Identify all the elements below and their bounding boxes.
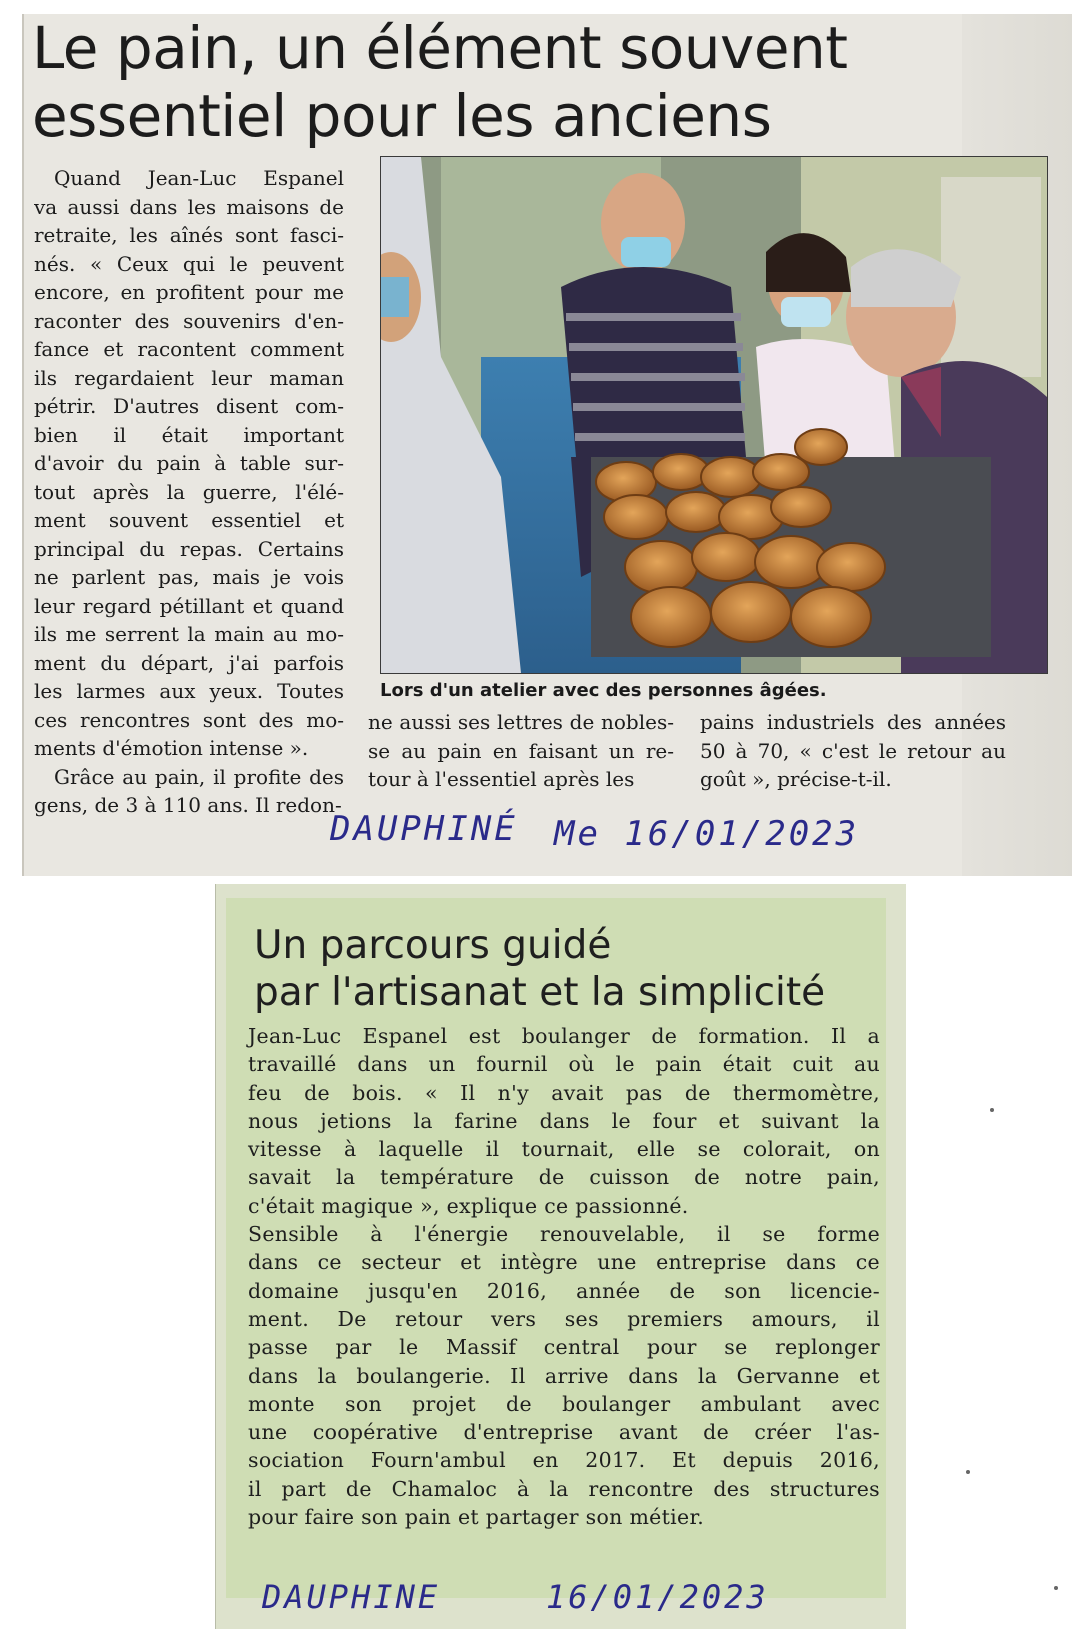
text-line: Sensible à l'énergie renouvelable, il se forme xyxy=(248,1222,880,1247)
text-line: gens, de 3 à 110 ans. Il redon- xyxy=(34,793,342,817)
text-line: retraite, les aînés sont fasci- xyxy=(34,223,344,247)
text-line: dans la boulangerie. Il arrive dans la Gervanne et xyxy=(248,1363,880,1388)
text-line: principal du repas. Certains xyxy=(34,536,344,561)
photo-illustration xyxy=(381,157,1047,673)
text-line: pétrir. D'autres disent com- xyxy=(34,394,344,418)
text-line: dans ce secteur et intègre une entreprise dans ce xyxy=(248,1250,880,1275)
text-line: goût », précise-t-il. xyxy=(700,767,892,791)
article-clipping-1 xyxy=(22,14,1072,876)
text-line: raconter des souvenirs d'en- xyxy=(34,308,344,333)
text-line: se au pain en faisant un re- xyxy=(368,738,674,763)
article-2-body xyxy=(248,1022,880,1531)
text-line: ment souvent essentiel et xyxy=(34,508,344,532)
text-line: nous jetions la farine dans le four et suivant la xyxy=(248,1108,880,1133)
text-line: 50 à 70, « c'est le retour au xyxy=(700,738,1006,763)
text-line: les larmes aux yeux. Toutes xyxy=(34,679,344,703)
text-line: tour à l'essentiel après les xyxy=(368,767,635,791)
text-line: domaine jusqu'en 2016, année de son licencie- xyxy=(248,1278,880,1303)
text-line: ils regardaient leur maman xyxy=(34,365,344,390)
article-1-column-3 xyxy=(700,708,1006,794)
text-line: savait la température de cuisson de notre pain, xyxy=(248,1165,880,1190)
article-1-column-2 xyxy=(368,708,674,794)
text-line: ne aussi ses lettres de nobles- xyxy=(368,710,674,734)
paper-speck xyxy=(990,1108,994,1112)
text-line: tout après la guerre, l'élé- xyxy=(34,479,344,504)
text-line: travaillé dans un fournil où le pain était cuit au xyxy=(248,1052,880,1077)
photo-caption: Lors d'un atelier avec des personnes âgées. xyxy=(380,680,827,701)
article-clipping-2 xyxy=(215,884,906,1629)
text-line: bien il était important xyxy=(34,422,344,447)
text-line: une coopérative d'entreprise avant de créer l'as- xyxy=(248,1420,880,1445)
text-line: pour faire son pain et partager son métier. xyxy=(248,1505,705,1530)
text-line: Quand Jean-Luc Espanel xyxy=(54,166,344,190)
headline-line-1: Le pain, un élément souvent xyxy=(32,14,848,82)
bread-workshop-photo xyxy=(380,156,1048,674)
handwritten-source-annotation-2: DAUPHINE xyxy=(262,1578,441,1616)
text-line: ment du départ, j'ai parfois xyxy=(34,650,344,675)
article-2-panel xyxy=(226,898,886,1598)
text-line: il part de Chamaloc à la rencontre des structures xyxy=(248,1476,880,1501)
text-line: va aussi dans les maisons de xyxy=(34,194,344,219)
headline-line-2: essentiel pour les anciens xyxy=(32,82,772,150)
text-line: ne parlent pas, mais je vois xyxy=(34,565,344,589)
article-2-headline xyxy=(254,922,894,1016)
text-line: feu de bois. « Il n'y avait pas de thermomètre, xyxy=(248,1080,880,1105)
text-line: nés. « Ceux qui le peuvent xyxy=(34,251,344,276)
headline-2-line-2: par l'artisanat et la simplicité xyxy=(254,970,826,1015)
text-line: Grâce au pain, il profite des xyxy=(54,764,344,789)
text-line: monte son projet de boulanger ambulant avec xyxy=(248,1391,880,1416)
handwritten-source-annotation: DAUPHINÉ xyxy=(330,809,518,849)
text-line: ces rencontres sont des mo- xyxy=(34,707,344,732)
article-1-headline xyxy=(32,14,952,150)
paper-speck xyxy=(1054,1586,1058,1590)
text-line: encore, en profitent pour me xyxy=(34,280,344,304)
handwritten-date-annotation: Me 16/01/2023 xyxy=(554,814,860,854)
text-line: pains industriels des années xyxy=(700,710,1006,734)
text-line: passe par le Massif central pour se replonger xyxy=(248,1335,880,1360)
text-line: c'était magique », explique ce passionné. xyxy=(248,1193,689,1218)
text-line: sociation Fourn'ambul en 2017. Et depuis 2016, xyxy=(248,1448,880,1473)
text-line: ils me serrent la main au mo- xyxy=(34,622,344,646)
handwritten-date-annotation-2: 16/01/2023 xyxy=(546,1578,769,1616)
text-line: ments d'émotion intense ». xyxy=(34,736,309,760)
paper-speck xyxy=(966,1470,970,1474)
text-line: leur regard pétillant et quand xyxy=(34,593,344,618)
text-line: d'avoir du pain à table sur- xyxy=(34,451,344,475)
article-1-column-1 xyxy=(34,164,344,820)
text-line: Jean-Luc Espanel est boulanger de formation. Il a xyxy=(248,1024,880,1048)
text-line: fance et racontent comment xyxy=(34,337,344,361)
text-line: vitesse à laquelle il tournait, elle se colorait, on xyxy=(248,1137,880,1162)
text-line: ment. De retour vers ses premiers amours, il xyxy=(248,1306,880,1331)
headline-2-line-1: Un parcours guidé xyxy=(254,923,612,968)
